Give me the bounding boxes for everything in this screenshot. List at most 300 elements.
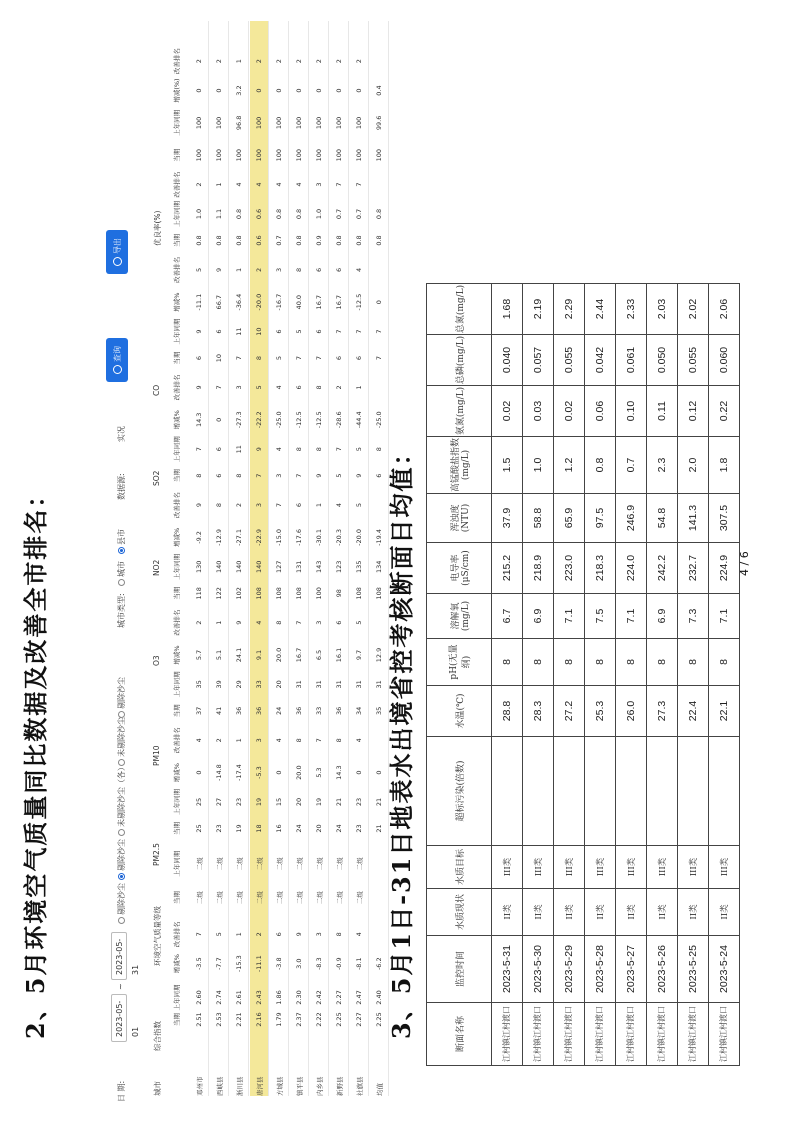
table-cell: III类	[523, 846, 554, 889]
table-cell: 7.3	[678, 594, 709, 639]
table-cell: 0.055	[678, 335, 709, 386]
table-cell: 二级	[216, 857, 224, 871]
table-cell: 1	[215, 620, 223, 625]
table-cell: 31	[295, 680, 303, 689]
table-cell: II类	[616, 889, 647, 936]
table-cell: 2.29	[554, 284, 585, 335]
table-cell: 100	[235, 148, 243, 162]
table-row	[330, 21, 349, 1096]
table-cell: 0	[255, 88, 263, 93]
table-cell: 8	[295, 447, 303, 452]
table-cell: 100	[195, 148, 203, 162]
table-cell: 0.060	[709, 335, 740, 386]
table-cell: 1	[215, 182, 223, 187]
table-cell: 20.0	[295, 765, 303, 780]
table-cell: 7	[295, 473, 303, 478]
table-cell: II类	[523, 889, 554, 936]
table-cell: 2023-5-26	[647, 936, 678, 1003]
table-cell: 8	[235, 473, 243, 478]
table-cell: 0	[275, 770, 283, 775]
table-cell: 8	[585, 639, 616, 686]
table-cell: 108	[275, 587, 283, 600]
table-cell: 6.5	[315, 649, 323, 661]
column-header: 水质目标	[427, 846, 492, 889]
table-cell: 14.3	[335, 765, 343, 780]
table-cell: 12.9	[375, 647, 383, 663]
table-cell: 8	[335, 932, 343, 937]
table-cell: 0.4	[375, 85, 383, 96]
table-row	[250, 21, 269, 1096]
table-cell	[585, 737, 616, 846]
table-cell: 6	[335, 620, 343, 625]
table-cell: -27.3	[235, 411, 243, 429]
table-cell: 7	[335, 329, 343, 334]
column-header: 改善排名	[173, 609, 181, 636]
table-cell: 0.6	[255, 208, 263, 220]
table-cell: 7	[315, 355, 323, 361]
table-cell: 16.7	[335, 294, 343, 310]
radio-icon	[118, 711, 125, 718]
column-header: 当期	[173, 1013, 181, 1027]
table-cell: 1	[315, 502, 323, 508]
table-cell: 16.7	[315, 294, 323, 310]
table-cell: 7	[255, 473, 263, 478]
table-row	[554, 284, 585, 1066]
table-cell: 2.44	[585, 284, 616, 335]
table-row	[616, 284, 647, 1066]
table-cell: -3.5	[195, 957, 203, 971]
table-cell: 35	[195, 680, 203, 689]
column-header: 当期	[173, 891, 181, 905]
column-header: 超标污染(倍数)	[427, 737, 492, 846]
table-cell: 0.06	[585, 386, 616, 437]
table-cell: 9	[235, 620, 243, 625]
column-header: 电导率(μS/cm)	[427, 543, 492, 594]
table-cell: 16.7	[295, 647, 303, 663]
city-name: 淅川县	[236, 1076, 244, 1096]
table-cell: 5.3	[315, 767, 323, 778]
table-cell: 54.8	[647, 494, 678, 543]
table-cell: 2	[295, 59, 303, 64]
table-cell: 58.8	[523, 494, 554, 543]
table-cell: 7	[215, 385, 223, 390]
table-cell: 2.25	[375, 1012, 383, 1027]
table-cell: 19	[255, 797, 263, 807]
table-cell: 8	[709, 639, 740, 686]
dust-option-radio-5[interactable]: 剔除沙尘	[116, 677, 127, 718]
table-cell: 2.19	[523, 284, 554, 335]
table-cell: 27.3	[647, 686, 678, 737]
table-cell: 二级	[256, 891, 264, 905]
column-header: 当期	[173, 469, 181, 483]
table-cell: 0.8	[195, 235, 203, 246]
table-cell: 7	[335, 182, 343, 187]
table-cell: 3	[315, 932, 323, 937]
table-cell: 2.53	[215, 1012, 223, 1027]
table-cell: 0	[375, 300, 383, 305]
table-cell: 8	[315, 447, 323, 452]
table-cell: 39	[215, 680, 223, 689]
table-cell: 二级	[196, 857, 204, 871]
table-cell: 3	[255, 502, 263, 508]
table-cell: 135	[355, 560, 363, 574]
table-cell: 108	[375, 587, 383, 600]
table-cell: III类	[492, 846, 523, 889]
city-type-radio-city[interactable]: 城市	[116, 561, 127, 586]
table-cell: 1	[235, 738, 243, 743]
table-cell: 9.7	[355, 649, 363, 661]
table-cell: 307.5	[709, 494, 740, 543]
table-cell: II类	[647, 889, 678, 936]
table-cell: 6	[295, 385, 303, 390]
table-cell: -44.4	[355, 411, 363, 429]
query-button[interactable]: 查询	[106, 338, 128, 382]
table-cell: 8	[255, 355, 263, 361]
dust-option-radio-2[interactable]: 剔除沙尘	[116, 839, 127, 880]
table-cell: 22.4	[678, 686, 709, 737]
column-header: 当期	[173, 351, 181, 365]
table-cell: -30.1	[315, 528, 323, 546]
table-cell: 122	[215, 587, 223, 600]
table-cell: 5	[275, 355, 283, 361]
table-cell: 8	[195, 473, 203, 478]
table-cell: 96.8	[235, 115, 243, 131]
table-cell: 0.02	[554, 386, 585, 437]
table-cell: 100	[315, 116, 323, 130]
column-header: 水质现状	[427, 889, 492, 936]
table-cell: 100	[315, 587, 323, 600]
table-cell: 34	[355, 706, 363, 716]
column-group-header: 城市	[153, 1081, 162, 1096]
table-cell: 141.3	[678, 494, 709, 543]
city-type-label: 城市类型:	[117, 593, 126, 628]
table-cell: 100	[255, 116, 263, 130]
table-row	[210, 21, 229, 1096]
column-header: 增减%	[173, 292, 181, 312]
table-cell: 33	[315, 706, 323, 716]
table-cell: 100	[255, 148, 263, 162]
table-cell: 31	[375, 680, 383, 689]
table-cell: 9	[355, 473, 363, 478]
table-cell: 1.2	[554, 437, 585, 494]
table-cell: 99.6	[375, 115, 383, 131]
table-cell: 0.8	[375, 235, 383, 246]
table-cell: 100	[275, 116, 283, 130]
table-cell: 二级	[356, 857, 364, 871]
table-cell: 8	[554, 639, 585, 686]
table-cell: 2	[215, 738, 223, 743]
table-cell: 102	[235, 587, 243, 600]
table-cell: 8	[315, 385, 323, 390]
table-cell: 5	[355, 502, 363, 508]
table-cell: -3.8	[275, 957, 283, 971]
table-cell: 7.1	[616, 594, 647, 639]
table-cell: 二级	[336, 857, 344, 871]
table-cell: 3	[315, 182, 323, 187]
table-cell: -16.7	[275, 293, 283, 311]
column-header: 上年同期	[173, 201, 181, 227]
table-cell: 26.0	[616, 686, 647, 737]
table-cell: 1.79	[275, 1012, 283, 1027]
column-header: 上年同期	[173, 850, 181, 877]
table-cell: 23	[215, 824, 223, 833]
table-cell: 23	[355, 824, 363, 833]
table-cell: -25.0	[375, 411, 383, 429]
table-cell	[523, 737, 554, 846]
table-cell	[647, 737, 678, 846]
table-cell: 7.1	[554, 594, 585, 639]
table-cell	[678, 737, 709, 846]
table-cell: III类	[709, 846, 740, 889]
table-cell: -0.9	[335, 957, 343, 971]
table-cell: 2.02	[678, 284, 709, 335]
table-cell: 二级	[236, 857, 244, 871]
table-cell: 3	[315, 620, 323, 625]
table-cell: 0.8	[215, 235, 223, 246]
table-cell: -22.2	[255, 411, 263, 429]
table-cell: 6	[315, 267, 323, 272]
table-cell: 218.9	[523, 543, 554, 594]
table-cell: 2.22	[315, 1012, 323, 1027]
date-start-field[interactable]: 2023-05-01	[111, 994, 127, 1042]
table-cell: 5	[295, 329, 303, 334]
table-cell: 11	[235, 445, 243, 454]
table-cell: 8	[375, 447, 383, 452]
table-cell: 2.40	[375, 990, 383, 1005]
table-cell: 9.1	[255, 649, 263, 661]
table-cell: -14.8	[215, 764, 223, 782]
column-header: 浑浊度(NTU)	[427, 494, 492, 543]
table-cell: 224.0	[616, 543, 647, 594]
table-cell: 8	[647, 639, 678, 686]
dust-option-radio-3[interactable]: 未剔除沙尘（各）	[116, 763, 127, 836]
city-name: 均值	[376, 1083, 384, 1096]
column-header: 高锰酸盐指数(mg/L)	[427, 437, 492, 494]
table-cell: 16	[275, 824, 283, 833]
table-cell: 6	[275, 329, 283, 334]
table-cell: 0.03	[523, 386, 554, 437]
table-cell: -7.7	[215, 957, 223, 971]
column-header: 当期	[173, 233, 181, 247]
table-cell: 2.33	[616, 284, 647, 335]
column-header: 改善排名	[173, 256, 181, 283]
table-cell: 100	[295, 148, 303, 162]
table-row	[678, 284, 709, 1066]
table-cell: 21	[375, 824, 383, 833]
table-cell: 7	[355, 329, 363, 334]
table-cell: 100	[295, 116, 303, 130]
table-cell: 7	[355, 182, 363, 187]
column-group-header: O3	[152, 655, 161, 666]
radio-icon	[118, 829, 125, 836]
table-cell: -11.1	[195, 293, 203, 311]
table-cell: 二级	[236, 891, 244, 905]
table-cell: 二级	[276, 891, 284, 905]
table-cell: 8	[523, 639, 554, 686]
table-cell: 4	[355, 267, 363, 272]
table-cell: 0.7	[616, 437, 647, 494]
table-cell: 140	[215, 560, 223, 574]
table-cell: 4	[195, 738, 203, 743]
table-cell: 6	[295, 502, 303, 508]
table-cell: 20	[315, 824, 323, 833]
table-cell: 2	[335, 385, 343, 390]
column-group-header: CO	[152, 384, 161, 396]
table-cell: 0.02	[492, 386, 523, 437]
table-cell: 100	[335, 148, 343, 162]
table-cell: 14.3	[195, 412, 203, 428]
table-cell: -8.1	[355, 957, 363, 971]
city-type-radio-county[interactable]: 县市	[116, 529, 127, 554]
table-cell: 98	[335, 589, 343, 598]
table-cell: 246.9	[616, 494, 647, 543]
table-cell: 65.9	[554, 494, 585, 543]
city-name: 方城县	[276, 1076, 284, 1096]
table-cell: -8.3	[315, 957, 323, 971]
radio-checked-icon	[118, 547, 125, 554]
table-cell: 27	[215, 797, 223, 807]
table-cell: 0.11	[647, 386, 678, 437]
table-cell: 1.5	[492, 437, 523, 494]
column-header: pH(无量纲)	[427, 639, 492, 686]
data-source-value[interactable]: 实况	[117, 426, 126, 442]
table-cell: 二级	[336, 891, 344, 905]
table-cell: 0.6	[255, 235, 263, 246]
table-cell: 0	[215, 417, 223, 422]
table-cell: 37	[195, 706, 203, 716]
table-cell: -20.0	[255, 293, 263, 311]
table-cell: 4	[275, 447, 283, 452]
table-cell: 0.061	[616, 335, 647, 386]
table-cell: III类	[585, 846, 616, 889]
search-icon	[113, 365, 122, 374]
dust-option-radio-1[interactable]: 剔除沙尘	[116, 883, 127, 924]
table-cell: 2.30	[295, 990, 303, 1005]
table-cell: 10	[255, 327, 263, 336]
table-cell: 0	[355, 88, 363, 93]
table-cell: 6	[315, 329, 323, 334]
table-cell: 15	[275, 797, 283, 807]
table-row	[270, 21, 289, 1096]
city-name: 西峡县	[216, 1076, 224, 1096]
table-cell: 5	[335, 473, 343, 478]
table-cell: 4	[235, 182, 243, 187]
table-cell: 37.9	[492, 494, 523, 543]
table-cell: 二级	[196, 891, 204, 905]
table-cell: 24.1	[235, 647, 243, 663]
table-cell: 9	[195, 329, 203, 334]
table-cell: 8	[275, 620, 283, 625]
table-cell: 2023-5-25	[678, 936, 709, 1003]
table-cell: 2023-5-31	[492, 936, 523, 1003]
table-row	[350, 21, 369, 1096]
column-header: 增减%	[173, 410, 181, 430]
table-cell: 4	[335, 502, 343, 508]
table-cell: 223.0	[554, 543, 585, 594]
table-cell: 2.21	[235, 1012, 243, 1027]
table-cell: 8	[335, 738, 343, 743]
table-cell: 6.9	[523, 594, 554, 639]
table-cell: 8	[215, 502, 223, 508]
table-cell: 7	[195, 932, 203, 937]
table-cell: 6	[375, 473, 383, 478]
table-cell: 100	[355, 148, 363, 162]
table-cell: 0.8	[235, 208, 243, 220]
table-cell: 0.055	[554, 335, 585, 386]
column-header: 改善排名	[173, 171, 181, 198]
table-cell: -15.0	[275, 528, 283, 546]
site-name-cell: 江村镇江村渡口	[616, 1003, 647, 1066]
table-cell: 2.3	[647, 437, 678, 494]
export-button[interactable]: 导出	[106, 230, 128, 274]
table-cell: 24	[335, 824, 343, 833]
table-cell: 1.0	[523, 437, 554, 494]
column-header: 当期	[173, 821, 181, 835]
date-end-field[interactable]: 2023-05-31	[111, 932, 127, 980]
table-row	[523, 284, 554, 1066]
table-cell: 16.1	[335, 647, 343, 663]
dust-option-radio-4[interactable]: 未剔除沙尘	[116, 717, 127, 766]
table-cell: 0.22	[709, 386, 740, 437]
table-cell: 35	[375, 706, 383, 716]
table-cell: 6	[355, 355, 363, 361]
column-header: 增减%	[173, 954, 181, 974]
table-row	[310, 21, 329, 1096]
table-cell: 1.8	[709, 437, 740, 494]
table-cell: 118	[195, 587, 203, 600]
table-header-row	[427, 284, 492, 1066]
table-cell: 2	[195, 182, 203, 187]
column-group-header: 环境空气质量等级	[153, 906, 162, 966]
table-cell: 2	[195, 59, 203, 64]
table-cell: -36.4	[235, 293, 243, 311]
table-cell: 5.1	[215, 649, 223, 661]
table-cell: 2023-5-27	[616, 936, 647, 1003]
column-header: 溶解氧(mg/L)	[427, 594, 492, 639]
table-cell: -11.1	[255, 955, 263, 973]
table-cell: 2.47	[355, 990, 363, 1005]
table-cell: 9	[315, 473, 323, 478]
radio-icon	[118, 759, 125, 766]
column-header: 改善排名	[173, 727, 181, 754]
city-name: 镇平县	[296, 1076, 304, 1096]
table-cell: 36	[255, 706, 263, 716]
table-cell: 0.7	[275, 235, 283, 246]
table-cell: 9	[215, 267, 223, 272]
column-header: 改善排名	[173, 492, 181, 519]
table-cell: 9	[195, 502, 203, 508]
table-cell: 2023-5-29	[554, 936, 585, 1003]
table-row	[585, 284, 616, 1066]
site-name-cell: 江村镇江村渡口	[585, 1003, 616, 1066]
table-cell: 2	[255, 267, 263, 272]
date-separator: ~	[116, 983, 125, 990]
table-cell	[616, 737, 647, 846]
table-cell: 7.1	[709, 594, 740, 639]
table-cell: 21	[335, 797, 343, 807]
table-cell: 108	[355, 587, 363, 600]
export-icon	[113, 257, 122, 266]
table-cell: -12.9	[215, 528, 223, 546]
table-cell: 2.51	[195, 1012, 203, 1027]
table-cell: 2.61	[235, 990, 243, 1005]
table-cell: 8	[295, 267, 303, 272]
table-cell: -12.5	[315, 411, 323, 429]
table-cell: 218.3	[585, 543, 616, 594]
column-header: 增减%	[173, 527, 181, 547]
column-group-header: 优良率(%)	[153, 210, 162, 246]
table-cell: 0.8	[375, 208, 383, 220]
